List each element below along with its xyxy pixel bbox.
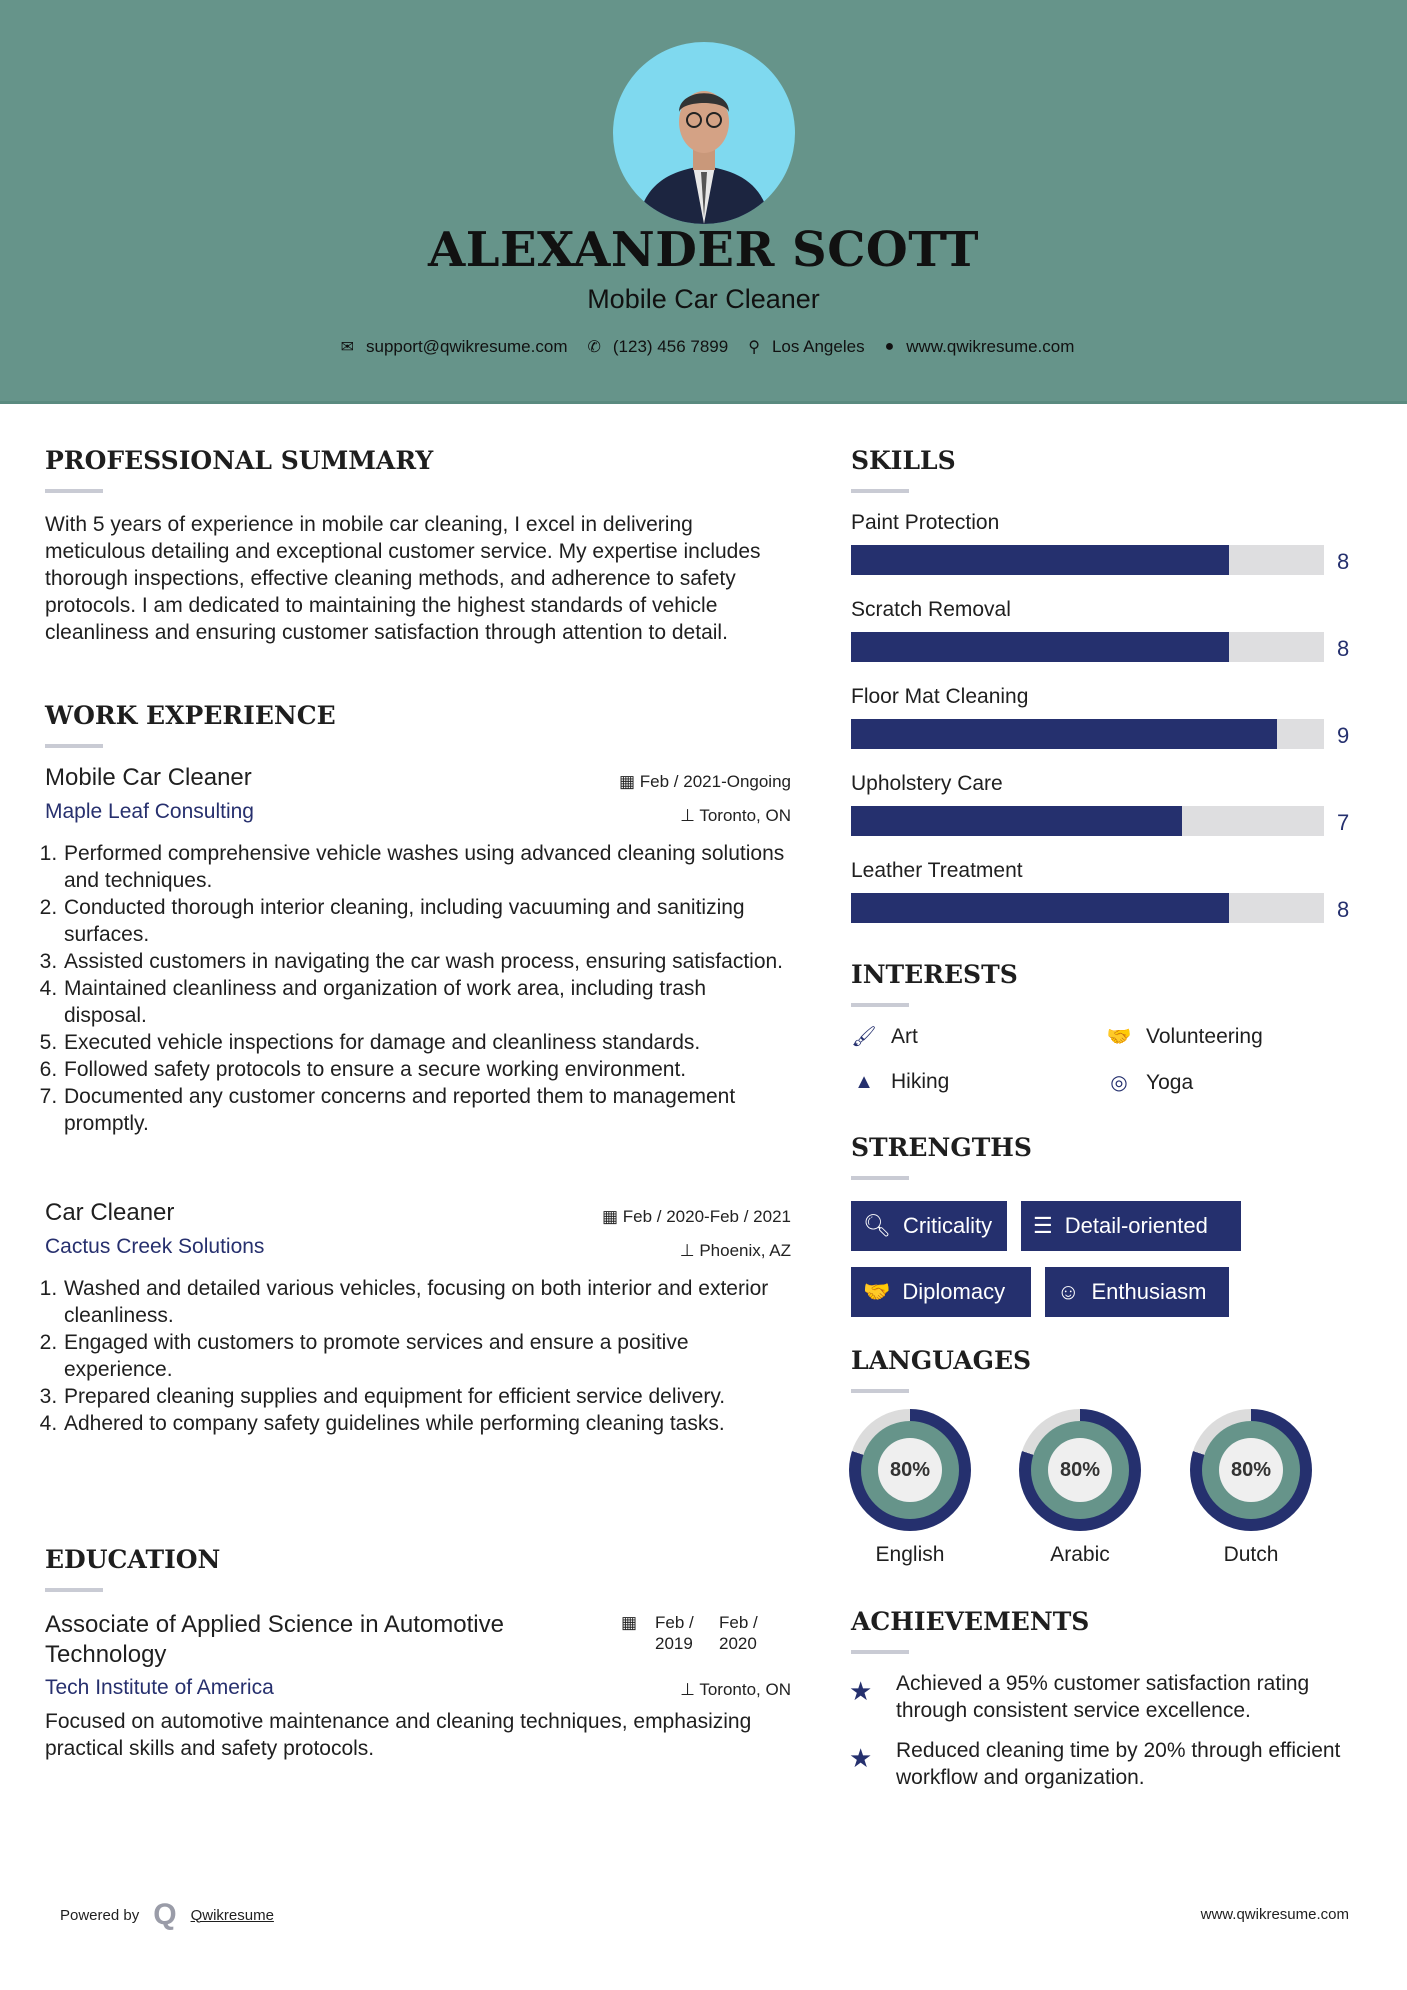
job-location	[680, 1241, 791, 1261]
summary-heading: PROFESSIONAL SUMMARY	[45, 446, 434, 475]
phone-text: (123) 456 7899	[612, 337, 729, 356]
dates-text: Feb / 2021-Ongoing	[639, 772, 791, 791]
language-item	[849, 1409, 971, 1567]
list-icon: ☰	[1033, 1213, 1053, 1238]
location-text: Toronto, ON	[699, 1680, 791, 1699]
bullet: 5. Executed vehicle inspections for damage and cleanliness standards.	[63, 1029, 791, 1056]
heading-underline	[45, 744, 103, 748]
interest-item	[1106, 1024, 1263, 1049]
star-icon: ★	[849, 1676, 873, 1706]
location-text: Los Angeles	[771, 337, 865, 356]
skill-bar-fill	[851, 893, 1229, 923]
skill-item	[851, 859, 1361, 923]
skill-bar	[851, 893, 1324, 923]
job-entry	[45, 764, 791, 1137]
candidate-name: ALEXANDER SCOTT	[428, 222, 979, 278]
interest-item	[851, 1024, 918, 1049]
life-ring-icon: ◎	[1110, 1072, 1128, 1094]
bullet: 3. Prepared cleaning supplies and equipment for efficient service delivery.	[63, 1383, 791, 1410]
bullet: 2. Engaged with customers to promote services and ensure a positive experience.	[63, 1329, 791, 1383]
language-donut	[849, 1409, 971, 1531]
skill-bar-fill	[851, 806, 1182, 836]
job-entry	[45, 1199, 791, 1437]
skill-item	[851, 772, 1361, 836]
language-donut	[1019, 1409, 1141, 1531]
language-name: Dutch	[1223, 1543, 1279, 1566]
achievements-heading: ACHIEVEMENTS	[851, 1607, 1090, 1636]
search-icon: 🔍︎	[863, 1213, 891, 1238]
candidate-title: Mobile Car Cleaner	[587, 284, 820, 314]
skill-item	[851, 598, 1361, 662]
pushpin-icon: ⊥	[680, 806, 700, 825]
job-location	[680, 806, 791, 826]
bullet: 1. Washed and detailed various vehicles, focusing on both interior and exterior cleanliness.	[63, 1275, 791, 1329]
company-name: Maple Leaf Consulting	[45, 800, 254, 823]
pushpin-icon: ⊥	[679, 1241, 700, 1260]
strength-tag	[1045, 1267, 1229, 1317]
interest-label: Art	[891, 1024, 918, 1048]
heading-underline	[851, 489, 909, 493]
dates-text: Feb / 2020-Feb / 2021	[622, 1207, 791, 1226]
job-dates	[602, 1207, 791, 1227]
skill-name: Paint Protection	[851, 511, 1000, 534]
heading-underline	[851, 1389, 909, 1393]
skill-value: 8	[1337, 636, 1350, 661]
calendar-icon: ▦	[601, 1207, 623, 1226]
footer-website[interactable]: www.qwikresume.com	[1200, 1906, 1349, 1923]
summary-text: With 5 years of experience in mobile car cleaning, I excel in delivering meticulous detailing and exceptional customer service. My expertise includes thorough inspections, effective cleaning methods, and adherence to safety protocols. I am dedicated to maintaining the highest standards of vehicle cleanliness and ensuring customer satisfaction through attention to detail.	[45, 513, 761, 644]
language-name: Arabic	[1050, 1543, 1110, 1566]
strength-label: Detail-oriented	[1064, 1213, 1208, 1238]
strength-label: Criticality	[902, 1213, 993, 1238]
calendar-icon: ▦	[620, 1613, 637, 1632]
location-text: Toronto, ON	[699, 806, 791, 825]
skill-bar-fill	[851, 719, 1277, 749]
job-title: Mobile Car Cleaner	[45, 764, 252, 791]
education-heading: EDUCATION	[45, 1545, 221, 1574]
bullet: 7. Documented any customer concerns and reported them to management promptly.	[63, 1083, 791, 1137]
interest-label: Volunteering	[1146, 1024, 1263, 1048]
handshake-icon: 🤝	[863, 1279, 891, 1304]
strengths-heading: STRENGTHS	[851, 1133, 1032, 1162]
language-percent: 80%	[1048, 1438, 1112, 1502]
language-percent: 80%	[878, 1438, 942, 1502]
footer-powered	[60, 1898, 274, 1932]
language-item	[1019, 1409, 1141, 1567]
company-name: Cactus Creek Solutions	[45, 1235, 265, 1258]
skill-name: Scratch Removal	[851, 598, 1011, 621]
language-percent: 80%	[1219, 1438, 1283, 1502]
experience-heading: WORK EXPERIENCE	[45, 701, 336, 730]
bullet: 3. Assisted customers in navigating the car wash process, ensuring satisfaction.	[63, 948, 791, 975]
education-location	[680, 1680, 791, 1700]
job-title: Car Cleaner	[45, 1199, 175, 1226]
handshake-icon: 🤝	[1106, 1026, 1132, 1048]
start-date: Feb / 2019	[655, 1613, 694, 1653]
bullet: 2. Conducted thorough interior cleaning, including vacuuming and sanitizing surfaces.	[63, 894, 791, 948]
skill-name: Leather Treatment	[851, 859, 1023, 882]
bullet: 4. Adhered to company safety guidelines while performing cleaning tasks.	[63, 1410, 791, 1437]
language-donut	[1190, 1409, 1312, 1531]
education-entry	[45, 1610, 791, 1762]
job-bullets	[45, 840, 791, 1137]
skill-value: 9	[1337, 723, 1350, 748]
paintbrush-icon: 🖌	[851, 1026, 877, 1048]
skill-value: 7	[1337, 810, 1350, 835]
strength-label: Enthusiasm	[1091, 1279, 1207, 1304]
skill-value: 8	[1337, 897, 1350, 922]
brand-link[interactable]: Qwikresume	[190, 1906, 274, 1924]
strength-label: Diplomacy	[902, 1279, 1006, 1304]
heading-underline	[851, 1176, 909, 1180]
skill-bar-fill	[851, 545, 1229, 575]
end-date: Feb / 2020	[719, 1613, 758, 1653]
strength-tag	[851, 1267, 1031, 1317]
education-dates	[621, 1612, 765, 1654]
envelope-icon: ✉	[340, 339, 354, 356]
languages-heading: LANGUAGES	[851, 1346, 1032, 1375]
website-link[interactable]: www.qwikresume.com	[906, 337, 1075, 356]
email-link[interactable]: support@qwikresume.com	[365, 337, 568, 356]
skill-item	[851, 685, 1361, 749]
powered-by-text: Powered by	[60, 1906, 140, 1924]
skills-heading: SKILLS	[851, 446, 956, 475]
map-pin-icon: ⚲	[748, 339, 760, 356]
phone-icon: ✆	[587, 339, 601, 356]
job-bullets	[45, 1275, 791, 1437]
skill-bar	[851, 632, 1324, 662]
skill-value: 8	[1337, 549, 1350, 574]
interest-item	[851, 1070, 949, 1094]
achievement-text: Reduced cleaning time by 20% through efficient workflow and organization.	[896, 1739, 1341, 1789]
heading-underline	[45, 489, 103, 493]
star-icon: ★	[849, 1743, 873, 1773]
strength-tag	[1021, 1201, 1241, 1251]
education-description: Focused on automotive maintenance and cleaning techniques, emphasizing practical skills and safety protocols.	[45, 1710, 752, 1760]
heading-underline	[45, 1588, 103, 1592]
job-dates	[619, 772, 791, 792]
interest-item	[1106, 1070, 1193, 1095]
smile-icon: ☺	[1057, 1279, 1080, 1304]
heading-underline	[851, 1003, 909, 1007]
heading-underline	[851, 1650, 909, 1654]
pushpin-icon: ⊥	[680, 1680, 700, 1699]
achievement-text: Achieved a 95% customer satisfaction rating through consistent service excellence.	[896, 1672, 1310, 1722]
interest-label: Yoga	[1146, 1070, 1194, 1094]
language-item	[1190, 1409, 1312, 1567]
tree-icon: ▲	[854, 1070, 874, 1093]
globe-icon: ●	[884, 338, 895, 355]
bullet: 6. Followed safety protocols to ensure a secure working environment.	[63, 1056, 791, 1083]
bullet: 1. Performed comprehensive vehicle washes using advanced cleaning solutions and techniques.	[63, 840, 791, 894]
skill-item	[851, 511, 1361, 575]
contact-bar	[0, 337, 1407, 357]
interests-heading: INTERESTS	[851, 960, 1018, 989]
skill-bar	[851, 806, 1324, 836]
calendar-icon: ▦	[618, 772, 640, 791]
location-text: Phoenix, AZ	[699, 1241, 791, 1260]
degree-title: Associate of Applied Science in Automotive Technology	[45, 1611, 504, 1668]
skill-bar-fill	[851, 632, 1229, 662]
bullet: 4. Maintained cleanliness and organization of work area, including trash disposal.	[63, 975, 791, 1029]
language-name: English	[875, 1543, 945, 1566]
strength-tag	[851, 1201, 1007, 1251]
skill-bar	[851, 545, 1324, 575]
profile-photo	[613, 42, 795, 224]
interest-label: Hiking	[891, 1070, 950, 1093]
qwikresume-logo-icon: Q	[153, 1898, 177, 1931]
school-name: Tech Institute of America	[45, 1676, 274, 1699]
skill-name: Upholstery Care	[851, 772, 1003, 795]
skill-name: Floor Mat Cleaning	[851, 685, 1029, 708]
skill-bar	[851, 719, 1324, 749]
